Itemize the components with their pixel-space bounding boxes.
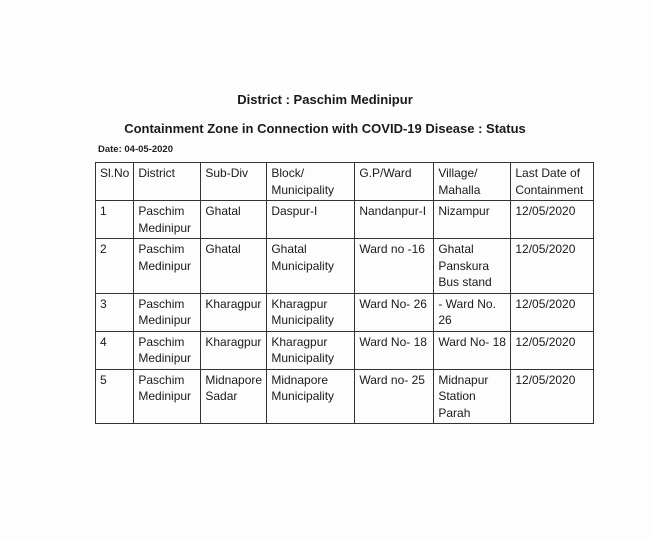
header-label: District: [138, 166, 176, 180]
cell-text: Paschim Medinipur: [138, 372, 192, 403]
cell-text: 12/05/2020: [515, 372, 576, 387]
cell-block-municipality: [267, 331, 355, 369]
header-label: G.P/Ward: [359, 166, 412, 180]
header-label: Last Date of Containment: [515, 166, 584, 197]
cell-text: Ghatal Panskura Bus stand: [438, 242, 492, 289]
header-village-mahalla: [434, 163, 511, 201]
cell-text: Midnapur Station Parah: [438, 372, 489, 420]
cell-village-mahalla: [434, 331, 511, 369]
cell-sub-div: [201, 369, 267, 424]
cell-gp-ward: [355, 369, 434, 424]
header-label: Sub-Div: [205, 166, 249, 180]
cell-text: 5: [100, 372, 107, 387]
cell-district: [134, 293, 201, 331]
cell-text: Ward no- 25: [359, 372, 425, 387]
cell-text: 12/05/2020: [515, 242, 576, 256]
cell-text: Kharagpur Municipality: [271, 334, 335, 365]
cell-sl-no: [96, 201, 134, 239]
cell-text: Kharagpur: [205, 296, 262, 311]
cell-text: 12/05/2020: [515, 296, 576, 311]
cell-sub-div: [201, 201, 267, 239]
cell-text: Kharagpur: [205, 334, 262, 349]
cell-text: 1: [100, 204, 107, 218]
cell-sub-div: [201, 239, 267, 294]
cell-sub-div: [201, 293, 267, 331]
containment-zone-table: [95, 162, 594, 424]
cell-last-date: [511, 331, 594, 369]
cell-last-date: [511, 369, 594, 424]
cell-sl-no: [96, 239, 134, 294]
cell-district: [134, 201, 201, 239]
table-body: [96, 201, 594, 424]
table-row: [96, 239, 594, 294]
cell-village-mahalla: [434, 293, 511, 331]
cell-text: Paschim Medinipur: [138, 334, 192, 365]
cell-text: Ward no -16: [359, 242, 425, 256]
cell-text: Nandanpur-I: [359, 204, 427, 218]
header-gp-ward: [355, 163, 434, 201]
cell-village-mahalla: [434, 201, 511, 239]
cell-block-municipality: [267, 201, 355, 239]
cell-gp-ward: [355, 293, 434, 331]
cell-text: Paschim Medinipur: [138, 242, 192, 273]
cell-text: Nizampur: [438, 204, 490, 218]
table-row: [96, 293, 594, 331]
cell-village-mahalla: [434, 239, 511, 294]
cell-text: Ghatal: [205, 204, 241, 218]
header-district: [134, 163, 201, 201]
table-row: [96, 201, 594, 239]
cell-gp-ward: [355, 331, 434, 369]
header-label: Village/ Mahalla: [438, 166, 481, 197]
document-subheading: Containment Zone in Connection with COVID-19 Disease : Status: [124, 121, 526, 136]
table-row: [96, 369, 594, 424]
district-heading: District : Paschim Medinipur: [237, 92, 413, 107]
cell-text: Ward No- 18: [438, 334, 506, 349]
cell-sl-no: [96, 369, 134, 424]
cell-text: Ghatal: [205, 242, 241, 256]
cell-text: Kharagpur Municipality: [271, 296, 335, 327]
cell-district: [134, 239, 201, 294]
header-block-municipality: [267, 163, 355, 201]
cell-block-municipality: [267, 239, 355, 294]
header-label: Sl.No: [100, 166, 130, 180]
cell-text: 12/05/2020: [515, 204, 576, 218]
header-sl-no: [96, 163, 134, 201]
cell-gp-ward: [355, 239, 434, 294]
cell-text: - Ward No. 26: [438, 296, 496, 327]
cell-text: 4: [100, 334, 107, 349]
cell-last-date: [511, 201, 594, 239]
cell-block-municipality: [267, 293, 355, 331]
cell-district: [134, 331, 201, 369]
cell-text: 2: [100, 242, 107, 256]
cell-text: Midnapore Municipality: [271, 372, 335, 403]
cell-text: 12/05/2020: [515, 334, 576, 349]
cell-text: Paschim Medinipur: [138, 296, 192, 327]
cell-text: Ward No- 26: [359, 296, 427, 311]
cell-sl-no: [96, 331, 134, 369]
cell-district: [134, 369, 201, 424]
table-row: [96, 331, 594, 369]
cell-sub-div: [201, 331, 267, 369]
header-label: Block/ Municipality: [271, 166, 335, 197]
cell-sl-no: [96, 293, 134, 331]
cell-text: Ghatal Municipality: [271, 242, 335, 273]
cell-text: 3: [100, 296, 107, 311]
cell-text: Ward No- 18: [359, 334, 427, 349]
cell-text: Daspur-I: [271, 204, 318, 218]
cell-last-date: [511, 293, 594, 331]
header-last-date: [511, 163, 594, 201]
table-header-row: [96, 163, 594, 201]
cell-gp-ward: [355, 201, 434, 239]
header-sub-div: [201, 163, 267, 201]
cell-last-date: [511, 239, 594, 294]
cell-text: Midnapore Sadar: [205, 372, 263, 403]
cell-text: Paschim Medinipur: [138, 204, 192, 235]
cell-block-municipality: [267, 369, 355, 424]
document-date: Date: 04-05-2020: [98, 144, 173, 155]
cell-village-mahalla: [434, 369, 511, 424]
